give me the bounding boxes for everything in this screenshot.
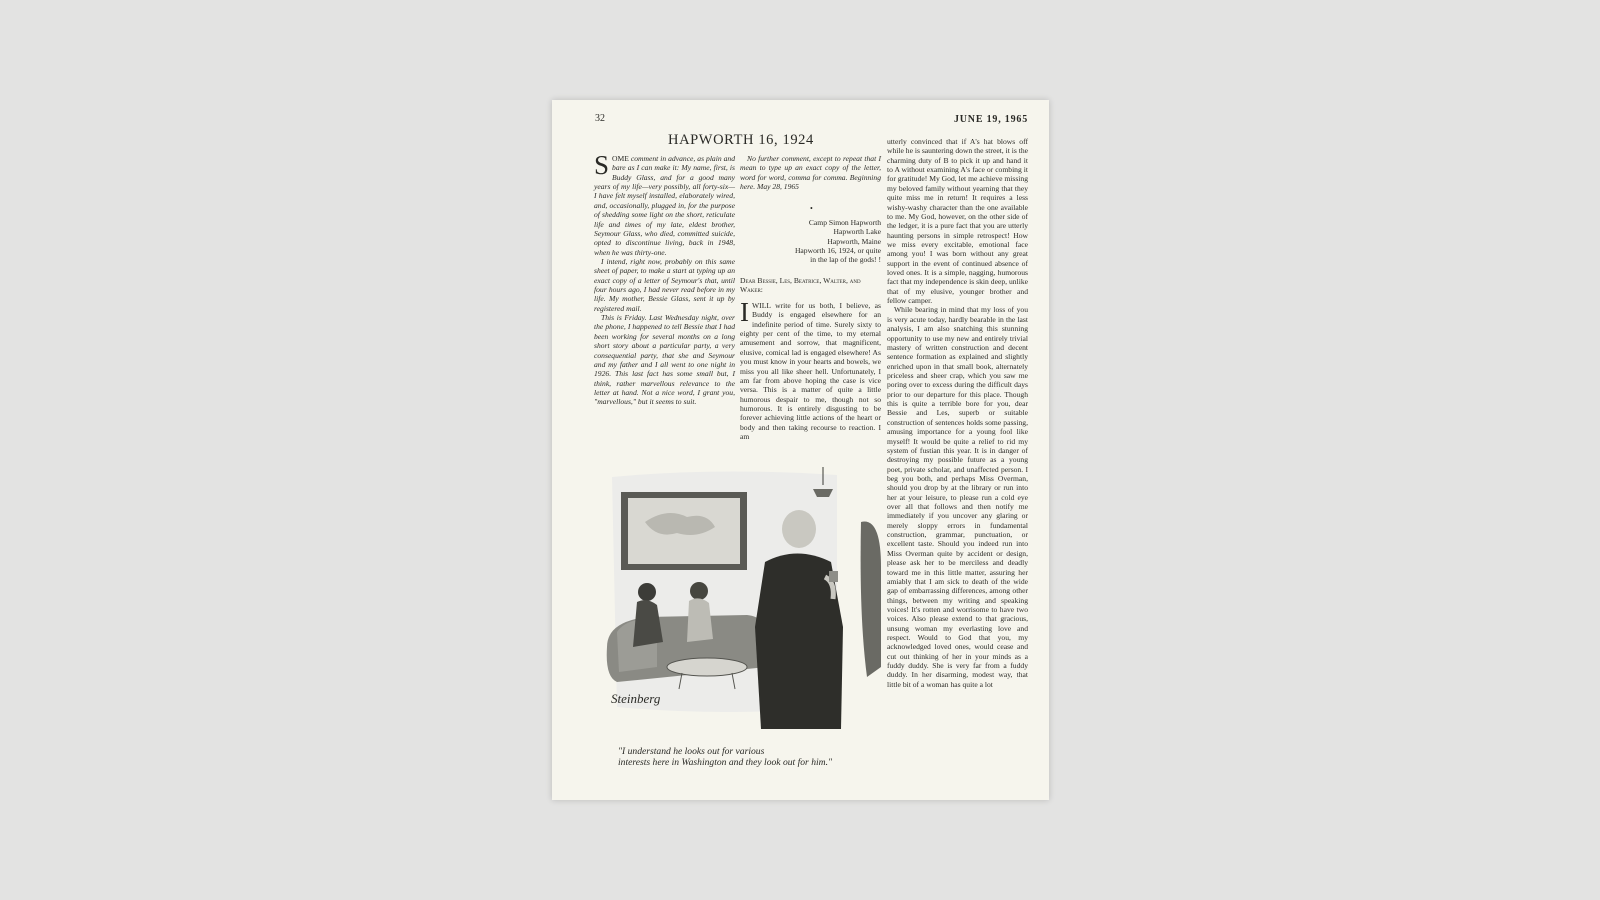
letter-heading: Camp Simon Hapworth Hapworth Lake Hapworth, Maine Hapworth 16, 1924, or quite in the lap of the gods! ! (794, 218, 881, 265)
column3-paragraph-1: utterly convinced that if A's hat blows off while he is sauntering down the street, it is the charming duty of B to pick it up and hand it to A without examining A's face or combing it for gratitude! My God, let me achieve missing my beloved family without yearning that they quite miss me in return! It requires a less wishy-washy character than the one available to me. My God, however, on the other side of the ledger, it is a pure fact that you are utterly haunting persons in simple retrospect! How we miss every excitable, emotional face among you! I was born without any great support in the event of continued absence of loved ones. It is a simple, nagging, humorous fact that my independence is skin deep, unlike that of my elusive, younger brother and fellow camper. (887, 137, 1028, 306)
woman-right (690, 582, 708, 600)
issue-date: JUNE 19, 1965 (953, 114, 1028, 125)
magazine-page (552, 100, 1049, 800)
story-title: HAPWORTH 16, 1924 (668, 132, 814, 148)
salutation: Dear Bessie, Les, Beatrice, Walter, and Waker: (740, 276, 861, 295)
man-head (782, 510, 816, 548)
column1-paragraph-2: I intend, right now, probably on this same sheet of paper, to make a start at typing up an exact copy of a letter of Seymour's that, until four hours ago, I had never read before in my life. My mother, Bessie Glass, sent it up by registered mail. (594, 256, 735, 313)
artist-signature: Steinberg (611, 691, 661, 706)
column1-paragraph-1: SOME comment in advance, as plain and bare as I can make it: My name, first, is Buddy Glass, and for a good many years of my life—very possibly, all forty-six—I have felt myself installed, elaborately wired, and, occasionally, plugged in, for the purpose of shedding some light on the short, reticulate life and times of my late, eldest brother, Seymour Glass, who died, committed suicide, opted to discontinue living, back in 1948, when he was thirty-one. (594, 150, 735, 257)
section-divider: • (810, 204, 813, 213)
letter-body-column-2: I WILL write for us both, I believe, as Buddy is engaged elsewhere for an indefinite period of time. Surely sixty to eighty per cent of the time, to my eternal amusement and sorrow, that magnificent, elusive, comical lad is engaged elsewhere! As you must know in your hearts and bowels, we miss you all like sheer hell. Unfortunately, I am far from above hoping the case is vice versa. This is a matter of quite a little humorous despair to me, though not so humorous. It is entirely disgusting to be forever achieving little actions of the heart or body and then taking recourse to reaction. I am (740, 297, 881, 442)
intro-note: No further comment, except to repeat that I mean to type up an exact copy of the letter, word for word, comma for comma. Beginning here. May 28, 1965 (740, 154, 881, 192)
column1-paragraph-3: This is Friday. Last Wednesday night, over the phone, I happened to tell Bessie that I had been working for several months on a long short story about a particular party, a very consequential party, that she and Seymour and my father and I all went to one night in 1926. This last fact has some small but, I think, rather marvellous relevance to the letter at hand. Not a nice word, I grant you, "marvellous," but it seems to suit. (594, 313, 735, 407)
column-1 (594, 150, 735, 407)
column3-paragraph-2: While bearing in mind that my loss of you is very acute today, hardly bearable in the last analysis, I am also snatching this stunning opportunity to use my new and entirely trivial mastery of written construction and decent sentence formation as explained and slightly enriched upon in that small book, alternately priceless and sheer crap, which you saw me poring over to excess during the difficult days prior to our departure for this place. Though this is quite a terrible bore for you, dear Bessie and Les, superb or suitable construction of sentences holds some passing, amusing importance for a young fool like myself! It would be quite a relief to rid my system of fustian this year. It is in danger of destroying my possible future as a young poet, private scholar, and unaffected person. I beg you both, and perhaps Miss Overman, should you drop by at the library or run into her at your leisure, to please run a cold eye over all that follows and then notify me immediately if you uncover any glaring or merely sloppy errors in fundamental construction, grammar, punctuation, or excellent taste. Should you indeed run into Miss Overman quite by accident or design, please ask her to be merciless and deadly toward me in this little matter, assuring her amiably that I am sick to death of the wide gap of embarrassing differences, among other things, between my writing and speaking voices! It's rotten and worrisome to have two voices. Also please extend to that gracious, unsung woman my everlasting love and respect. Would to God that you, my acknowledged loved ones, would cease and cut out thinking of her in your minds as a fuddy duddy. She is very far from a fuddy duddy. In her disarming, modest way, that little bit of a woman has quite a lot (887, 305, 1028, 689)
cartoon-illustration (597, 467, 881, 739)
drop-cap: S (594, 150, 610, 180)
page-number: 32 (595, 113, 605, 124)
column-3 (887, 137, 1028, 689)
woman-left (638, 583, 656, 601)
coffee-table (667, 658, 747, 676)
lead-in: OME (612, 154, 629, 163)
drop-cap: I (740, 297, 749, 327)
cartoon-caption: "I understand he looks out for various interests here in Washington and they look out for him." (618, 746, 833, 768)
